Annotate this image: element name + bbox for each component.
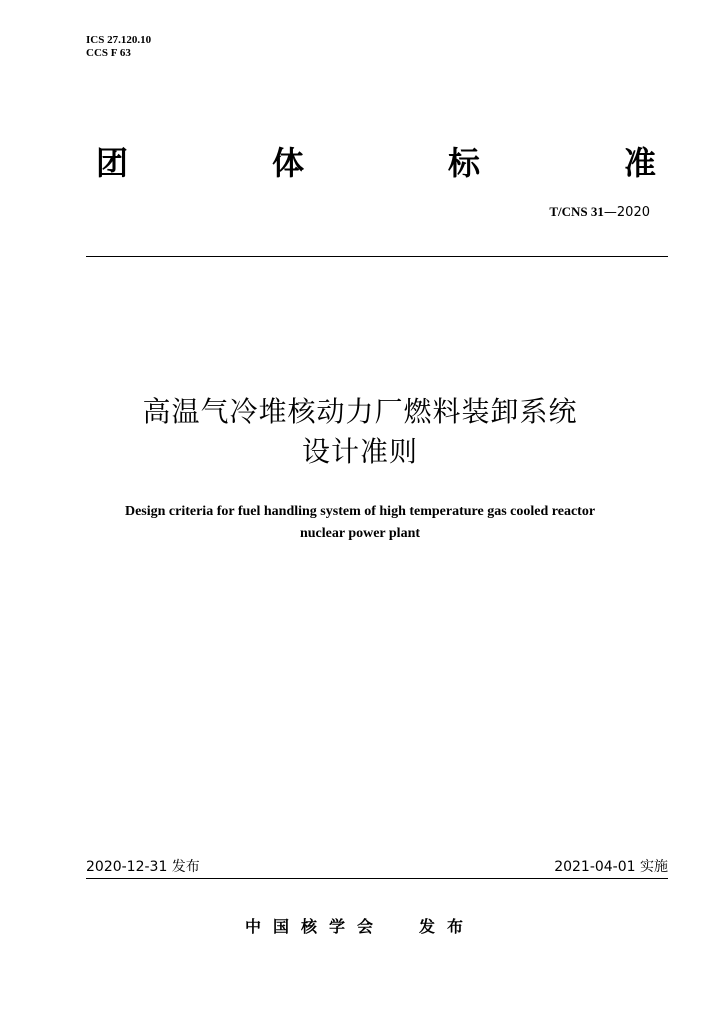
chinese-title-line-1: 高温气冷堆核动力厂燃料装卸系统: [142, 395, 578, 428]
chinese-title-line-2: 设计准则: [301, 435, 418, 468]
issue-date: 2020-12-31 发布: [86, 859, 200, 875]
top-divider: [86, 256, 668, 257]
english-title: [60, 501, 660, 545]
standard-number: [549, 204, 650, 220]
publisher-organization: 中国核学会: [244, 917, 385, 936]
ics-code: ICS 27.120.10: [86, 34, 152, 46]
english-title-line-1: Design criteria for fuel handling system of high temperature gas cooled reactor: [124, 504, 596, 519]
publisher: [0, 914, 720, 937]
publisher-action: 发布: [419, 917, 476, 936]
standard-type-heading: [96, 138, 656, 184]
standard-number-year: —2020: [603, 205, 650, 220]
standard-type-char-1: 团: [96, 144, 129, 182]
standard-type-char-4: 准: [623, 144, 656, 182]
english-title-line-2: nuclear power plant: [299, 526, 421, 541]
standard-type-char-2: 体: [271, 144, 304, 182]
classification-codes: [86, 34, 151, 60]
implementation-date: 2021-04-01 实施: [554, 859, 668, 875]
standard-number-prefix: T/CNS 31: [549, 204, 604, 219]
bottom-divider: [86, 878, 668, 879]
ccs-code: CCS F 63: [86, 47, 131, 59]
standard-type-char-3: 标: [447, 144, 480, 182]
chinese-title: [0, 392, 720, 472]
